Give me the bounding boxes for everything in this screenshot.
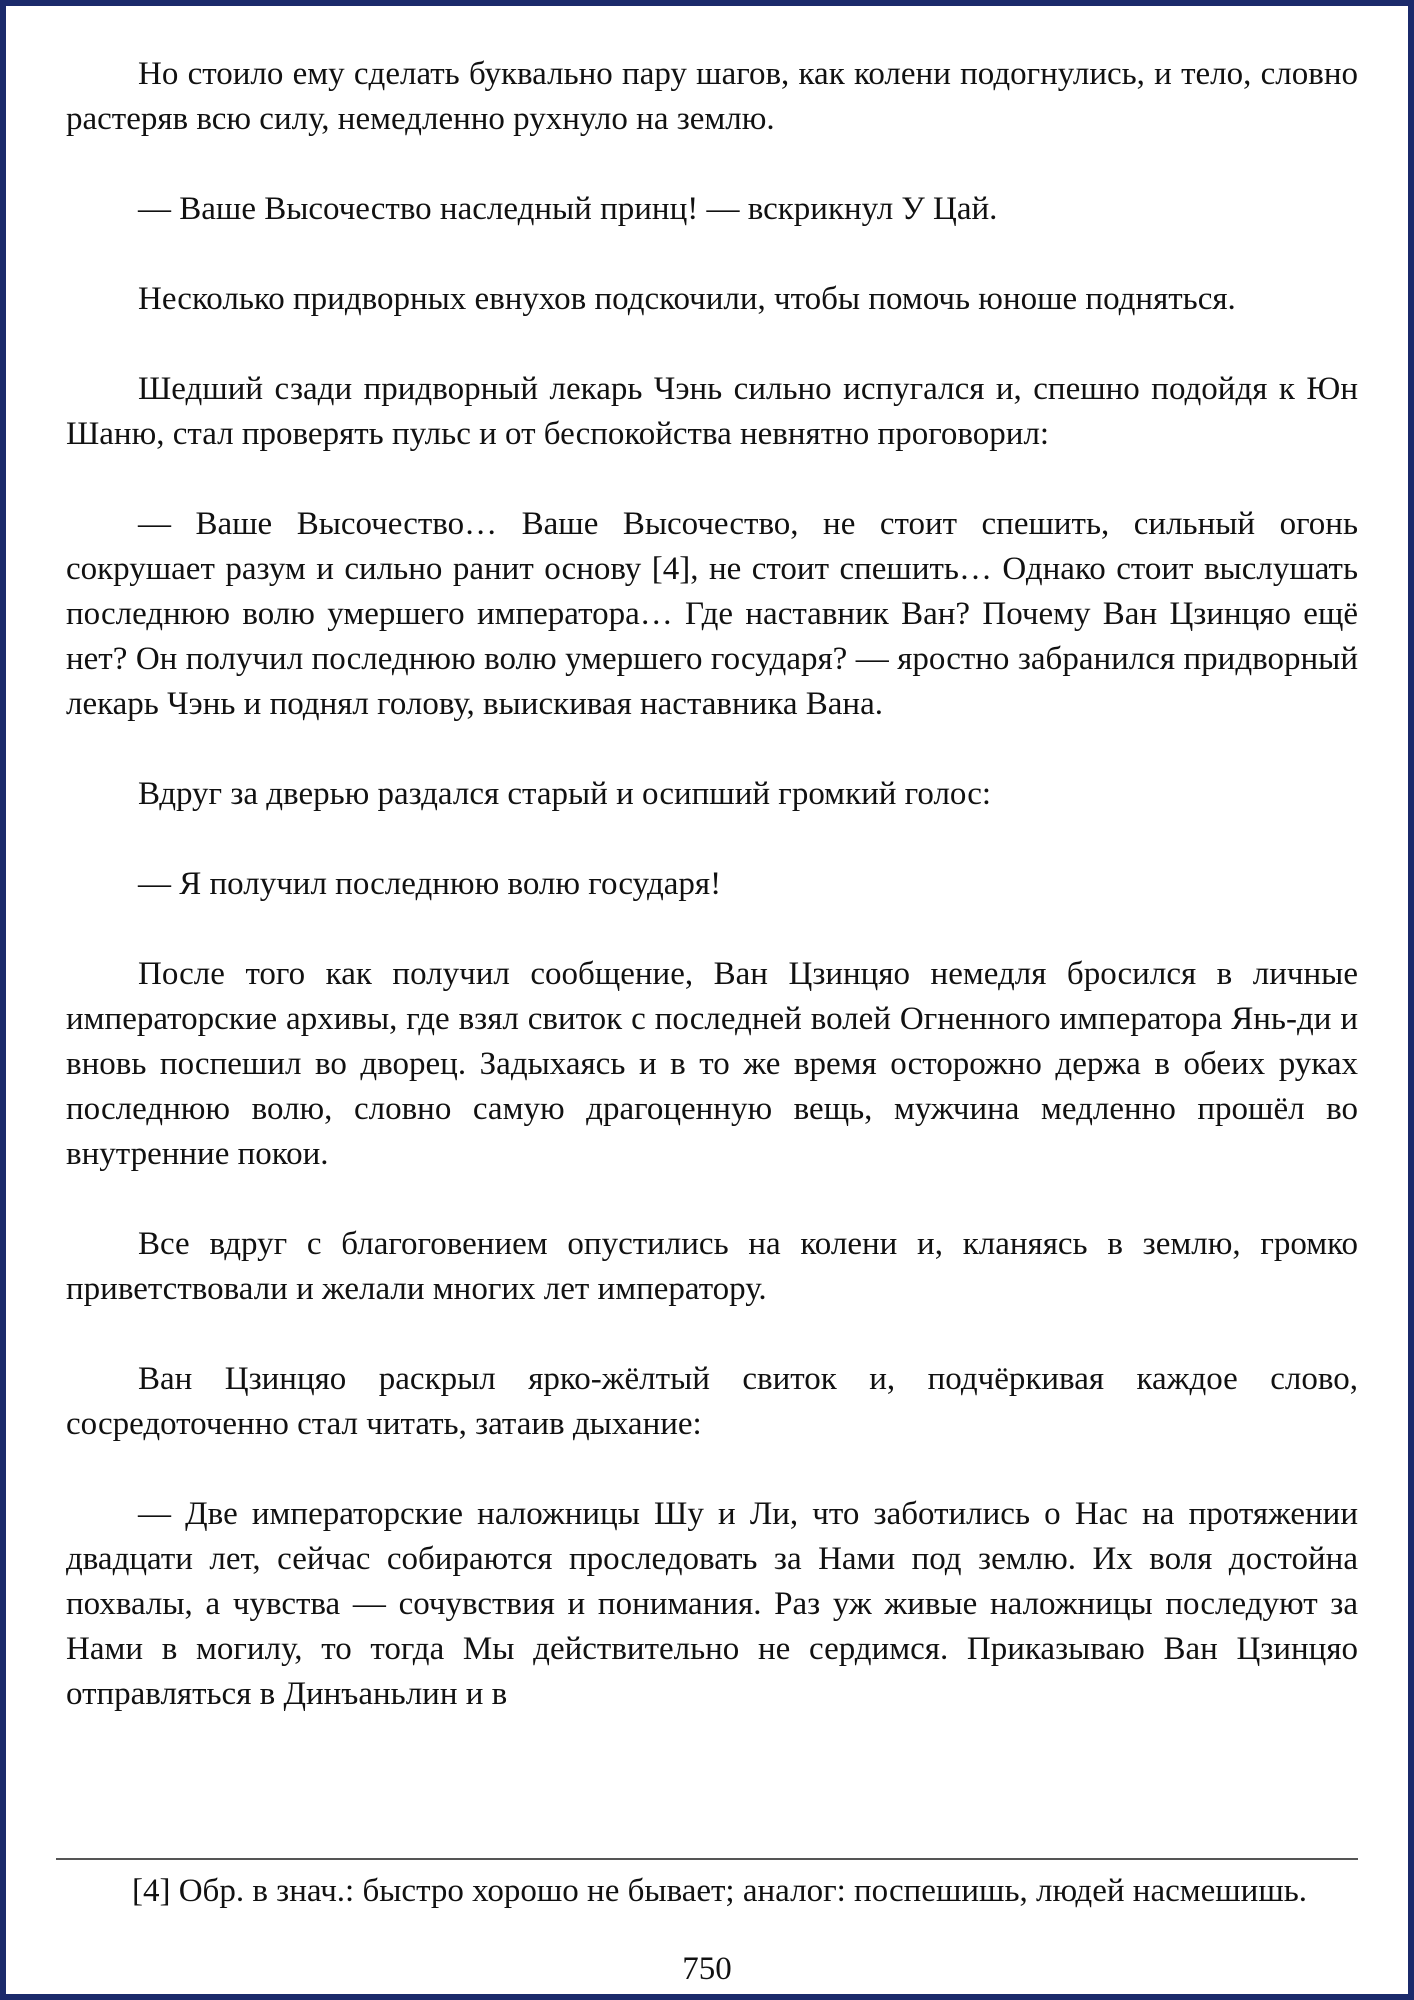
- paragraph: — Ваше Высочество наследный принц! — вскрикнул У Цай.: [138, 191, 998, 227]
- page-number: 750: [682, 1951, 732, 1987]
- paragraph: — Я получил последнюю волю государя!: [138, 866, 722, 902]
- paragraph: — Ваше Высочество… Ваше Высочество, не стоит спешить, сильный огонь сокрушает разум и сильно ранит основу [4], не стоит спешить… Однако стоит выслушать последнюю волю умершего императора… Где наставник Ван? Почему Ван Цзинцяо ещё нет? Он получил последнюю волю умершего государя? — яростно забранился придворный лекарь Чэнь и поднял голову, выискивая наставника Вана.: [66, 506, 1358, 722]
- footnote: [4] Обр. в знач.: быстро хорошо не бывает; аналог: поспешишь, людей насмешишь.: [132, 1873, 1308, 1909]
- paragraph: Ван Цзинцяо раскрыл ярко-жёлтый свиток и, подчёркивая каждое слово, сосредоточенно стал читать, затаив дыхание:: [66, 1361, 1358, 1442]
- paragraph: Но стоило ему сделать буквально пару шагов, как колени подогнулись, и тело, словно растеряв всю силу, немедленно рухнуло на землю.: [66, 56, 1358, 137]
- paragraph: — Две императорские наложницы Шу и Ли, что заботились о Нас на протяжении двадцати лет, сейчас собираются проследовать за Нами под землю. Их воля достойна похвалы, а чувства — сочувствия и понимания. Раз уж живые наложницы последуют за Нами в могилу, то тогда Мы действительно не сердимся. Приказываю Ван Цзинцяо отправляться в Динъаньлин и в: [66, 1496, 1358, 1712]
- paragraph: Несколько придворных евнухов подскочили, чтобы помочь юноше подняться.: [138, 281, 1236, 317]
- page-body: [66, 52, 1358, 1762]
- paragraph: Вдруг за дверью раздался старый и осипший громкий голос:: [138, 776, 992, 812]
- footnote-divider: [56, 1858, 1358, 1860]
- paragraph: Шедший сзади придворный лекарь Чэнь сильно испугался и, спешно подойдя к Юн Шаню, стал проверять пульс и от беспокойства невнятно проговорил:: [66, 371, 1358, 452]
- paragraph: Все вдруг с благоговением опустились на колени и, кланяясь в землю, громко приветствовали и желали многих лет императору.: [66, 1226, 1358, 1307]
- paragraph: После того как получил сообщение, Ван Цзинцяо немедля бросился в личные императорские архивы, где взял свиток с последней волей Огненного императора Янь-ди и вновь поспешил во дворец. Задыхаясь и в то же время осторожно держа в обеих руках последнюю волю, словно самую драгоценную вещь, мужчина медленно прошёл во внутренние покои.: [66, 956, 1358, 1172]
